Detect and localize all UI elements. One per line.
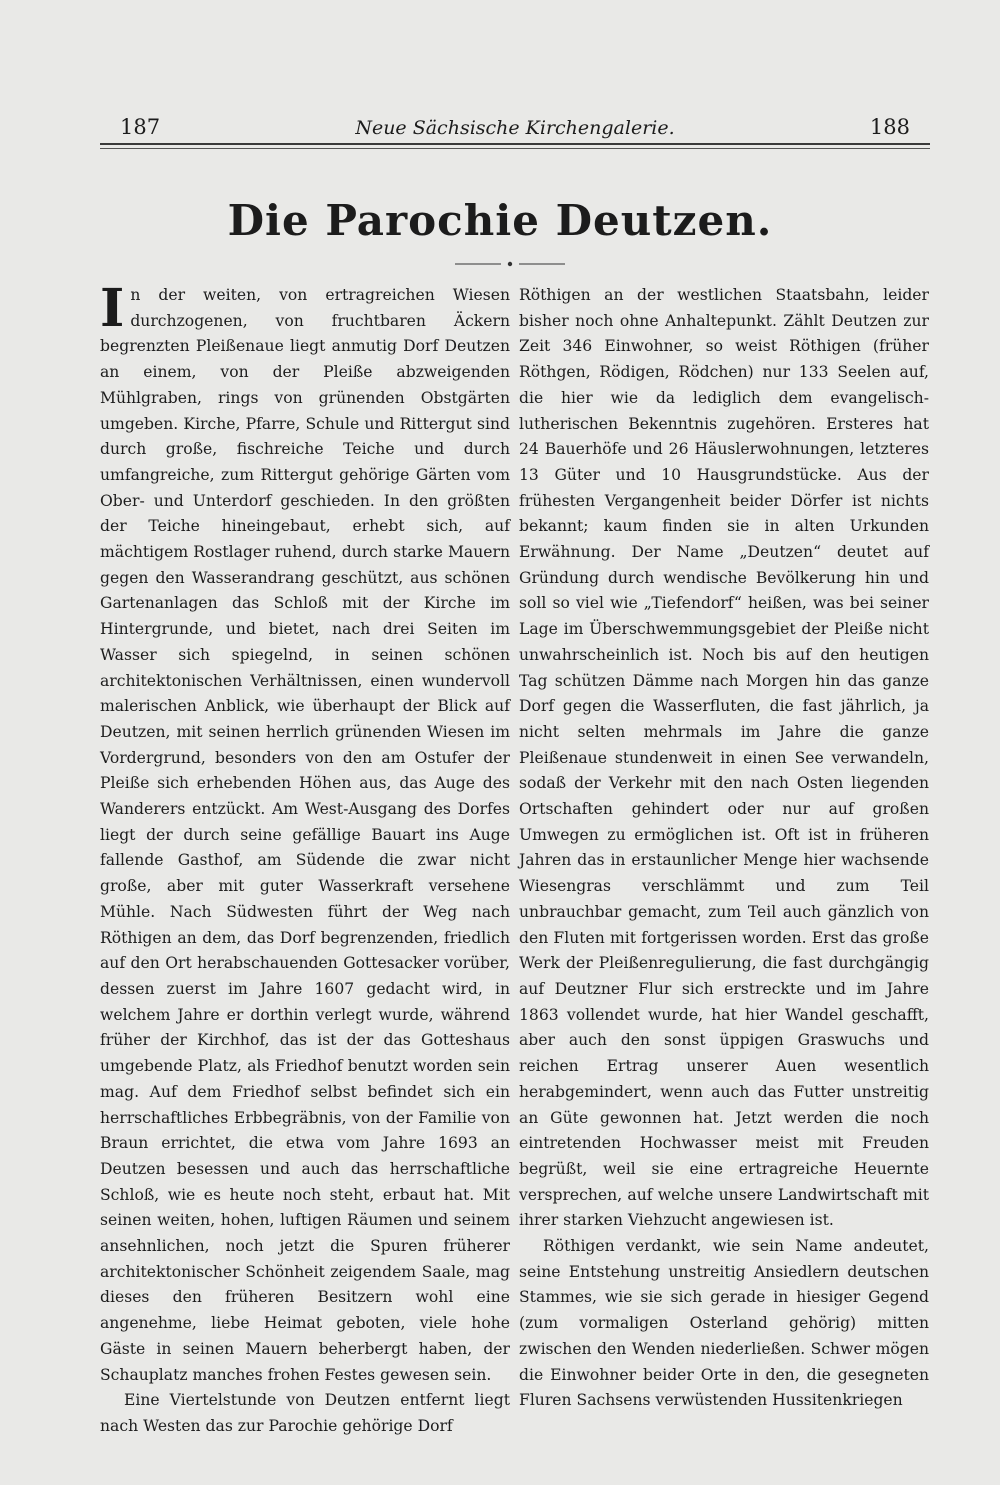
paragraph: Röthigen verdankt, wie sein Name andeutet, seine Entstehung unstreitig Ansiedlern deutschen Stammes, wie sie sich gerade in hiesiger Gegend (zum vormaligen Osterland gehörig) mitten zwischen den Wenden niederließen. Schwer mögen die Einwohner beider Orte in den, die gesegneten Fluren Sachsens verwüstenden Hussitenkriegen bbox=[519, 1237, 929, 1410]
running-title: Neue Sächsische Kirchengalerie. bbox=[355, 117, 675, 139]
paragraph: Eine Viertelstunde von Deutzen entfernt liegt nach Westen das zur Parochie gehörige Dorf bbox=[100, 1391, 510, 1435]
header-rule-thick bbox=[100, 143, 930, 145]
paragraph: Röthigen an der westlichen Staatsbahn, leider bisher noch ohne Anhaltepunkt. Zählt Deutzen zur Zeit 346 Einwohner, so weist Röthigen (früher Röthgen, Rödigen, Rödchen) nur 133 Seelen auf, die hier wie da lediglich dem evangelisch-lutherischen Bekenntnis zugehören. Ersteres hat 24 Bauerhöfe und 26 Häuslerwohnungen, letzteres 13 Güter und 10 Hausgrundstücke. Aus der frühesten Vergangenheit beider Dörfer ist nichts bekannt; kaum finden sie in alten Urkunden Erwähnung. Der Name „Deutzen“ deutet auf Gründung durch wendische Bevölkerung hin und soll so viel wie „Tiefendorf“ heißen, was bei seiner Lage im Überschwemmungsgebiet der Pleiße nicht unwahrscheinlich ist. Noch bis auf den heutigen Tag schützen Dämme nach Morgen hin das ganze Dorf gegen die Wasserfluten, die fast jährlich, ja nicht selten mehrmals im Jahre die ganze Pleißenaue stundenweit in einen See verwandeln, sodaß der Verkehr mit den nach Osten liegenden Ortschaften gehindert oder nur auf großen Umwegen zu ermöglichen ist. Oft ist in früheren Jahren das in erstaunlicher Menge hier wachsende Wiesengras verschlämmt und zum Teil unbrauchbar gemacht, zum Teil auch gänzlich von den Fluten mit fortgerissen worden. Erst das große Werk der Pleißenregulierung, die fast durchgängig auf Deutzner Flur sich erstreckte und im Jahre 1863 vollendet wurde, hat hier Wandel geschafft, aber auch den sonst üppigen Graswuchs und reichen Ertrag unserer Auen wesentlich herabgemindert, wenn auch das Futter unstreitig an Güte gewonnen hat. Jetzt werden die noch eintretenden Hochwasser meist mit Freuden begrüßt, weil sie eine ertragreiche Heuernte versprechen, auf welche unsere Landwirtschaft mit ihrer starken Viehzucht angewiesen ist. bbox=[519, 286, 929, 1230]
right-column bbox=[519, 283, 929, 1414]
title-ornament bbox=[455, 259, 565, 269]
header-rule-thin bbox=[100, 148, 930, 149]
page-number-right: 188 bbox=[869, 115, 910, 139]
drop-cap: I bbox=[100, 278, 125, 339]
left-column bbox=[100, 278, 510, 1440]
page-number-left: 187 bbox=[120, 115, 161, 139]
paragraph bbox=[100, 278, 510, 1388]
paragraph-text: n der weiten, von ertragreichen Wiesen durchzogenen, von fruchtbaren Äckern begrenzten Pleißenaue liegt anmutig Dorf Deutzen an einem, von der Pleiße abzweigenden Mühlgraben, rings von grünenden Obstgärten umgeben. Kirche, Pfarre, Schule und Rittergut sind durch große, fischreiche Teiche und durch umfangreiche, zum Rittergut gehörige Gärten vom Ober- und Unterdorf geschieden. In den größten der Teiche hineingebaut, erhebt sich, auf mächtigem Rostlager ruhend, durch starke Mauern gegen den Wasserandrang geschützt, aus schönen Gartenanlagen das Schloß mit der Kirche im Hintergrunde, und bietet, nach drei Seiten im Wasser sich spiegelnd, in seinen schönen architektonischen Verhältnissen, einen wundervoll malerischen Anblick, wie überhaupt der Blick auf Deutzen, mit seinen herrlich grünenden Wiesen im Vordergrund, besonders von den am Ostufer der Pleiße sich erhebenden Höhen aus, das Auge des Wanderers entzückt. Am West-Ausgang des Dorfes liegt der durch seine gefällige Bauart ins Auge fallende Gasthof, am Südende die zwar nicht große, aber mit guter Wasserkraft versehene Mühle. Nach Südwesten führt der Weg nach Röthigen an dem, das Dorf begrenzenden, friedlich auf den Ort herabschauenden Gottesacker vorüber, dessen zuerst im Jahre 1607 gedacht wird, in welchem Jahre er dorthin verlegt wurde, während früher der Kirchhof, das ist der das Gotteshaus umgebende Platz, als Friedhof benutzt worden sein mag. Auf dem Friedhof selbst befindet sich ein herrschaftliches Erbbegräbnis, von der Familie von Braun errichtet, die etwa vom Jahre 1693 an Deutzen besessen und auch das herrschaftliche Schloß, wie es heute noch steht, erbaut hat. Mit seinen weiten, hohen, luftigen Räumen und seinem ansehnlichen, noch jetzt die Spuren früherer architektonischer Schönheit zeigendem Saale, mag dieses den früheren Besitzern wohl eine angenehme, liebe Heimat geboten, viele hohe Gäste in seinen Mauern beherbergt haben, der Schauplatz manches frohen Festes gewesen sein. bbox=[100, 286, 510, 1384]
article-title: Die Parochie Deutzen. bbox=[227, 196, 773, 245]
running-header bbox=[100, 115, 930, 145]
